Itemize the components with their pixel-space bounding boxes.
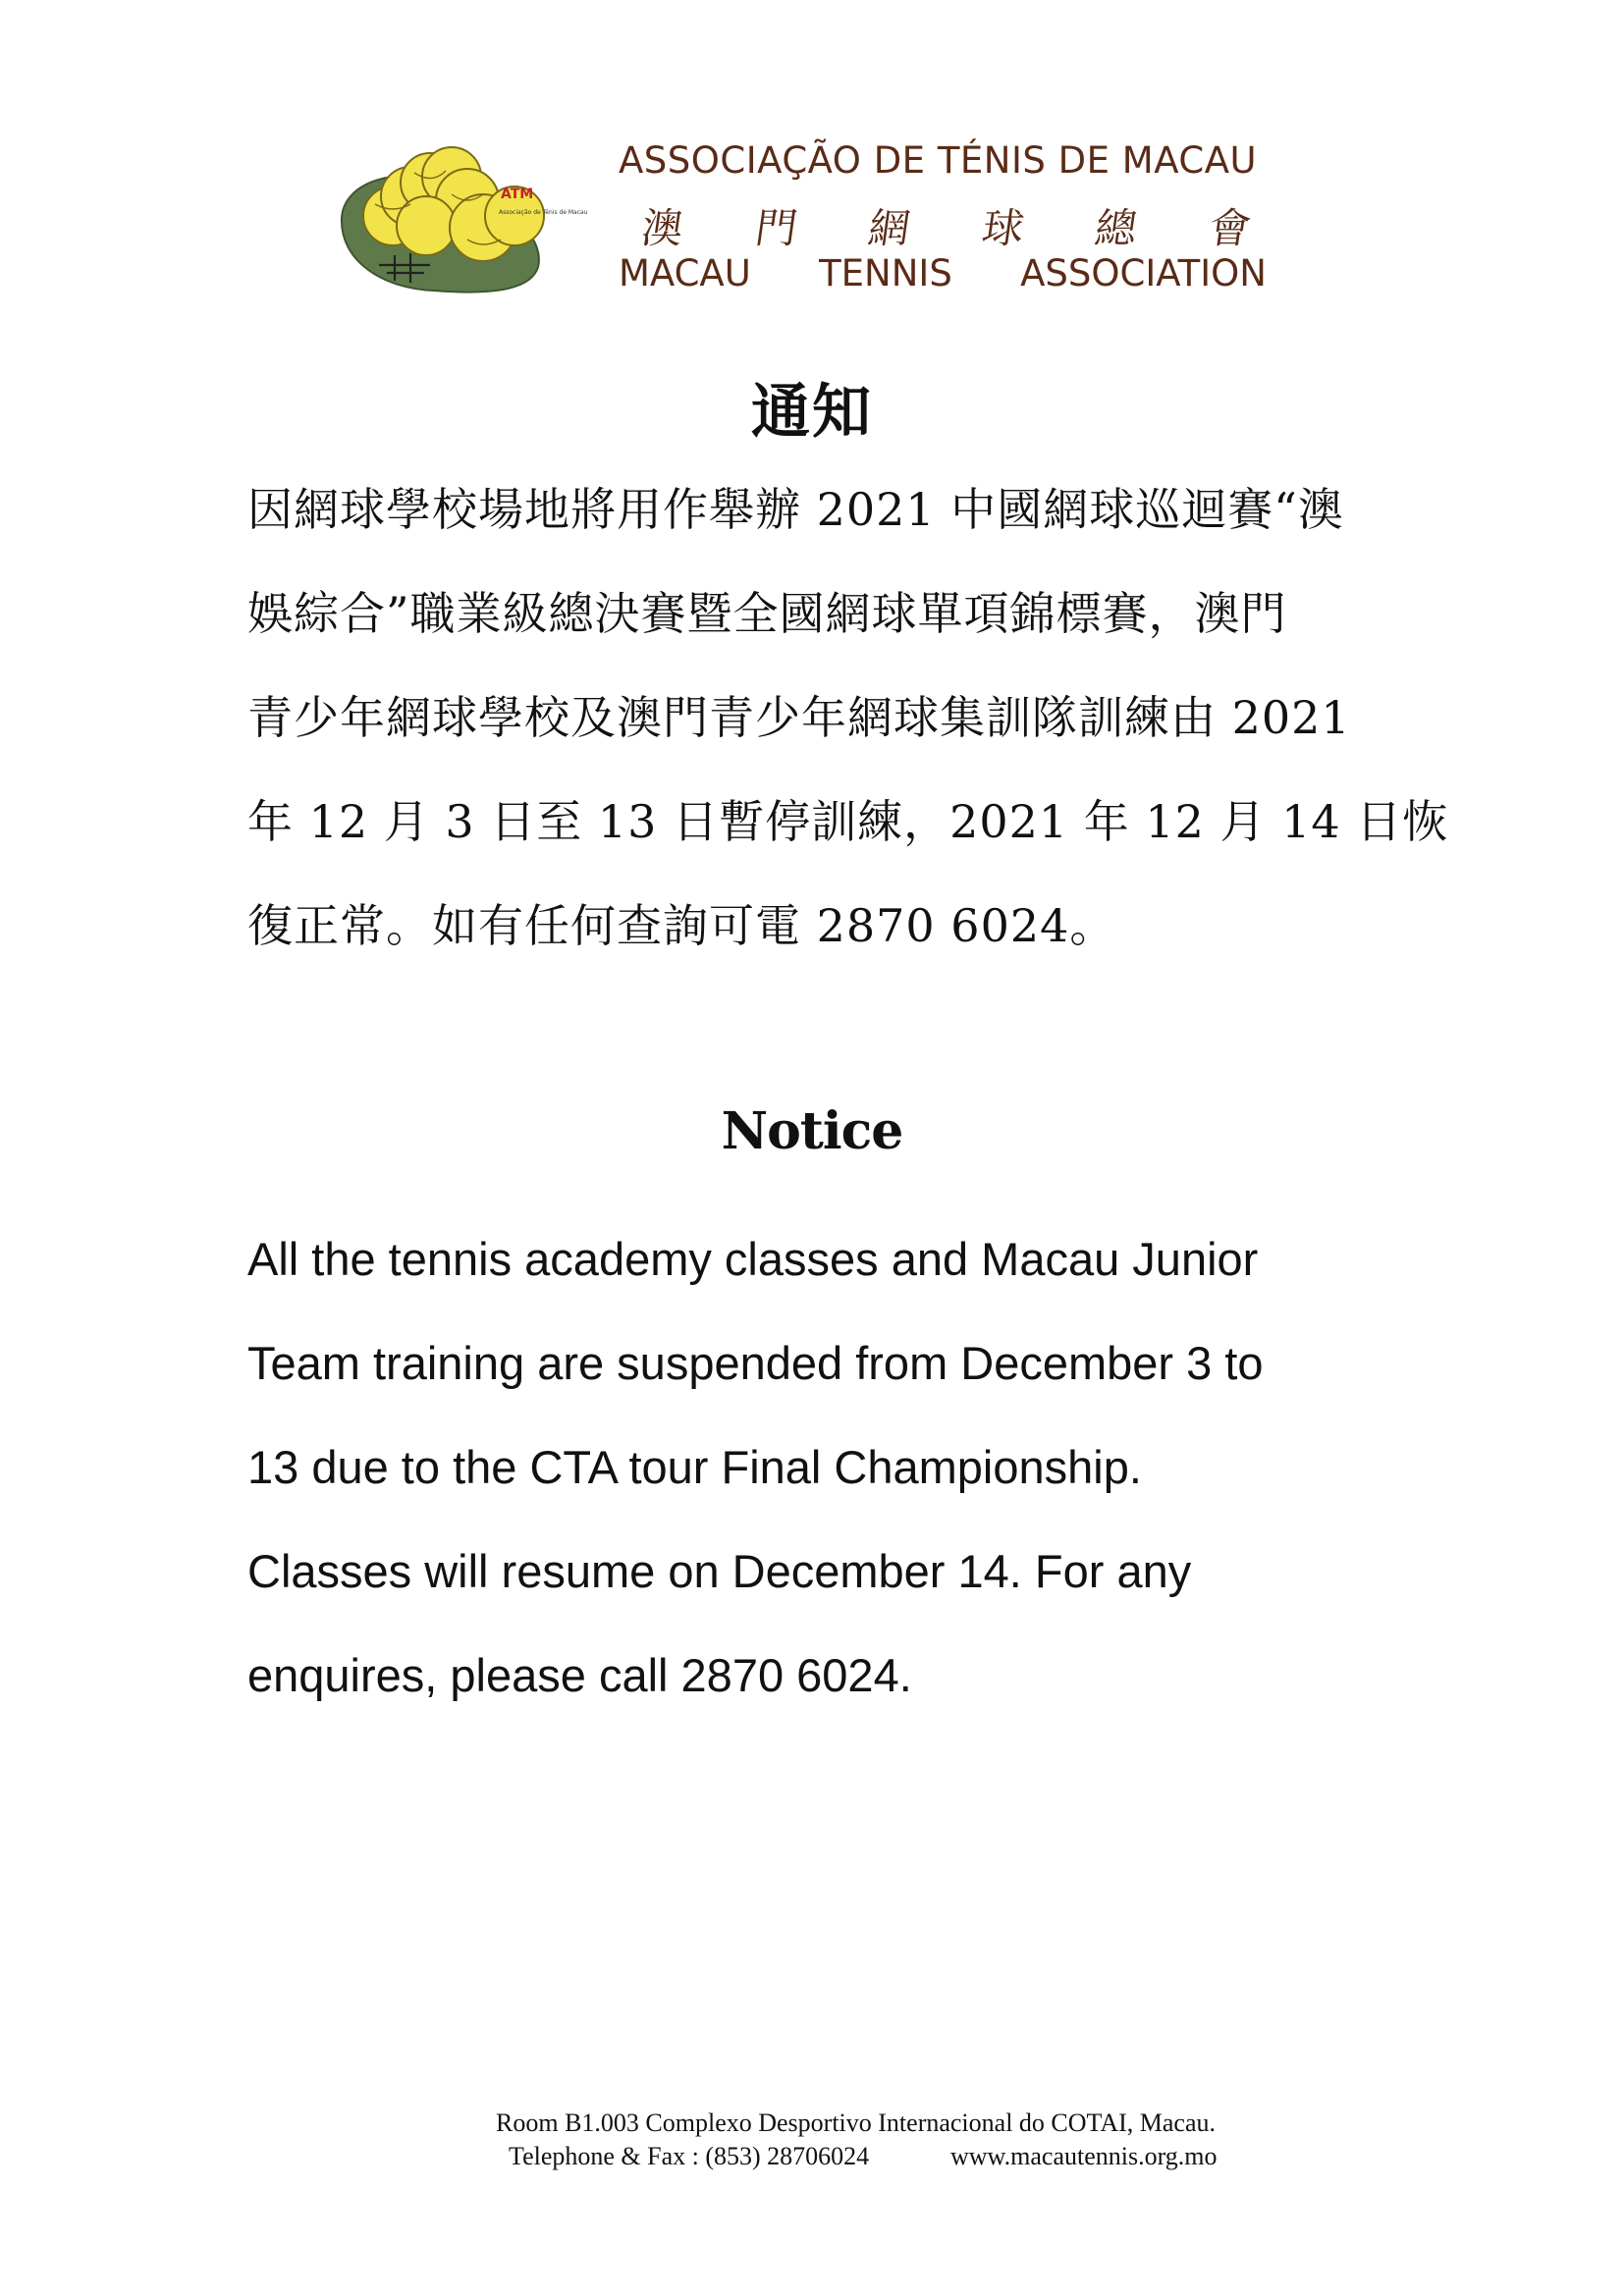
notice-body-chinese <box>247 475 1448 995</box>
logo-acronym: ATM <box>501 187 534 202</box>
notice-body-english <box>247 1229 1264 1749</box>
notice-title-chinese: 通知 <box>751 378 873 447</box>
org-name-portuguese: ASSOCIAÇÃO DE TÉNIS DE MACAU <box>619 139 1258 182</box>
notice-line: 13 due to the CTA tour Final Championship. <box>247 1441 1142 1493</box>
org-name-chinese-char: 會 <box>1206 204 1255 252</box>
org-name-chinese-char: 網 <box>865 204 914 252</box>
notice-line: 復正常。如有任何查詢可電 2870 6024。 <box>247 899 1116 952</box>
notice-line: enquires, please call 2870 6024. <box>247 1649 912 1701</box>
org-name-english <box>619 252 1267 294</box>
org-name-english-word: MACAU <box>619 252 751 294</box>
org-name-chinese <box>638 196 1255 255</box>
org-name-english-word: TENNIS <box>819 252 952 294</box>
notice-line: All the tennis academy classes and Macau Junior <box>247 1233 1259 1285</box>
notice-line: 年 12 月 3 日至 13 日暫停訓練，2021 年 12 月 14 日恢 <box>247 795 1449 848</box>
org-name-chinese-char: 總 <box>1092 204 1141 252</box>
org-name-english-word: ASSOCIATION <box>1020 252 1267 294</box>
notice-line: 娛綜合”職業級總決賽暨全國網球單項錦標賽，澳門 <box>247 587 1287 640</box>
org-name-chinese-char: 門 <box>751 204 800 252</box>
org-name-chinese-char: 球 <box>978 204 1027 252</box>
notice-line: Team training are suspended from December 3 to <box>247 1337 1264 1389</box>
footer-website: www.macautennis.org.mo <box>950 2142 1218 2170</box>
notice-line: 青少年網球學校及澳門青少年網球集訓隊訓練由 2021 <box>247 691 1351 744</box>
footer-telephone: Telephone & Fax : (853) 28706024 <box>509 2142 870 2170</box>
logo-caption: Associação de Ténis de Macau <box>499 209 588 216</box>
association-logo <box>336 145 588 298</box>
notice-line: 因網球學校場地將用作舉辦 2021 中國網球巡迴賽“澳 <box>247 483 1344 536</box>
notice-title-english: Notice <box>721 1101 903 1161</box>
org-name-chinese-char: 澳 <box>638 204 687 252</box>
notice-line: Classes will resume on December 14. For any <box>247 1545 1192 1597</box>
footer-address: Room B1.003 Complexo Desportivo Internacional do COTAI, Macau. <box>496 2109 1217 2137</box>
